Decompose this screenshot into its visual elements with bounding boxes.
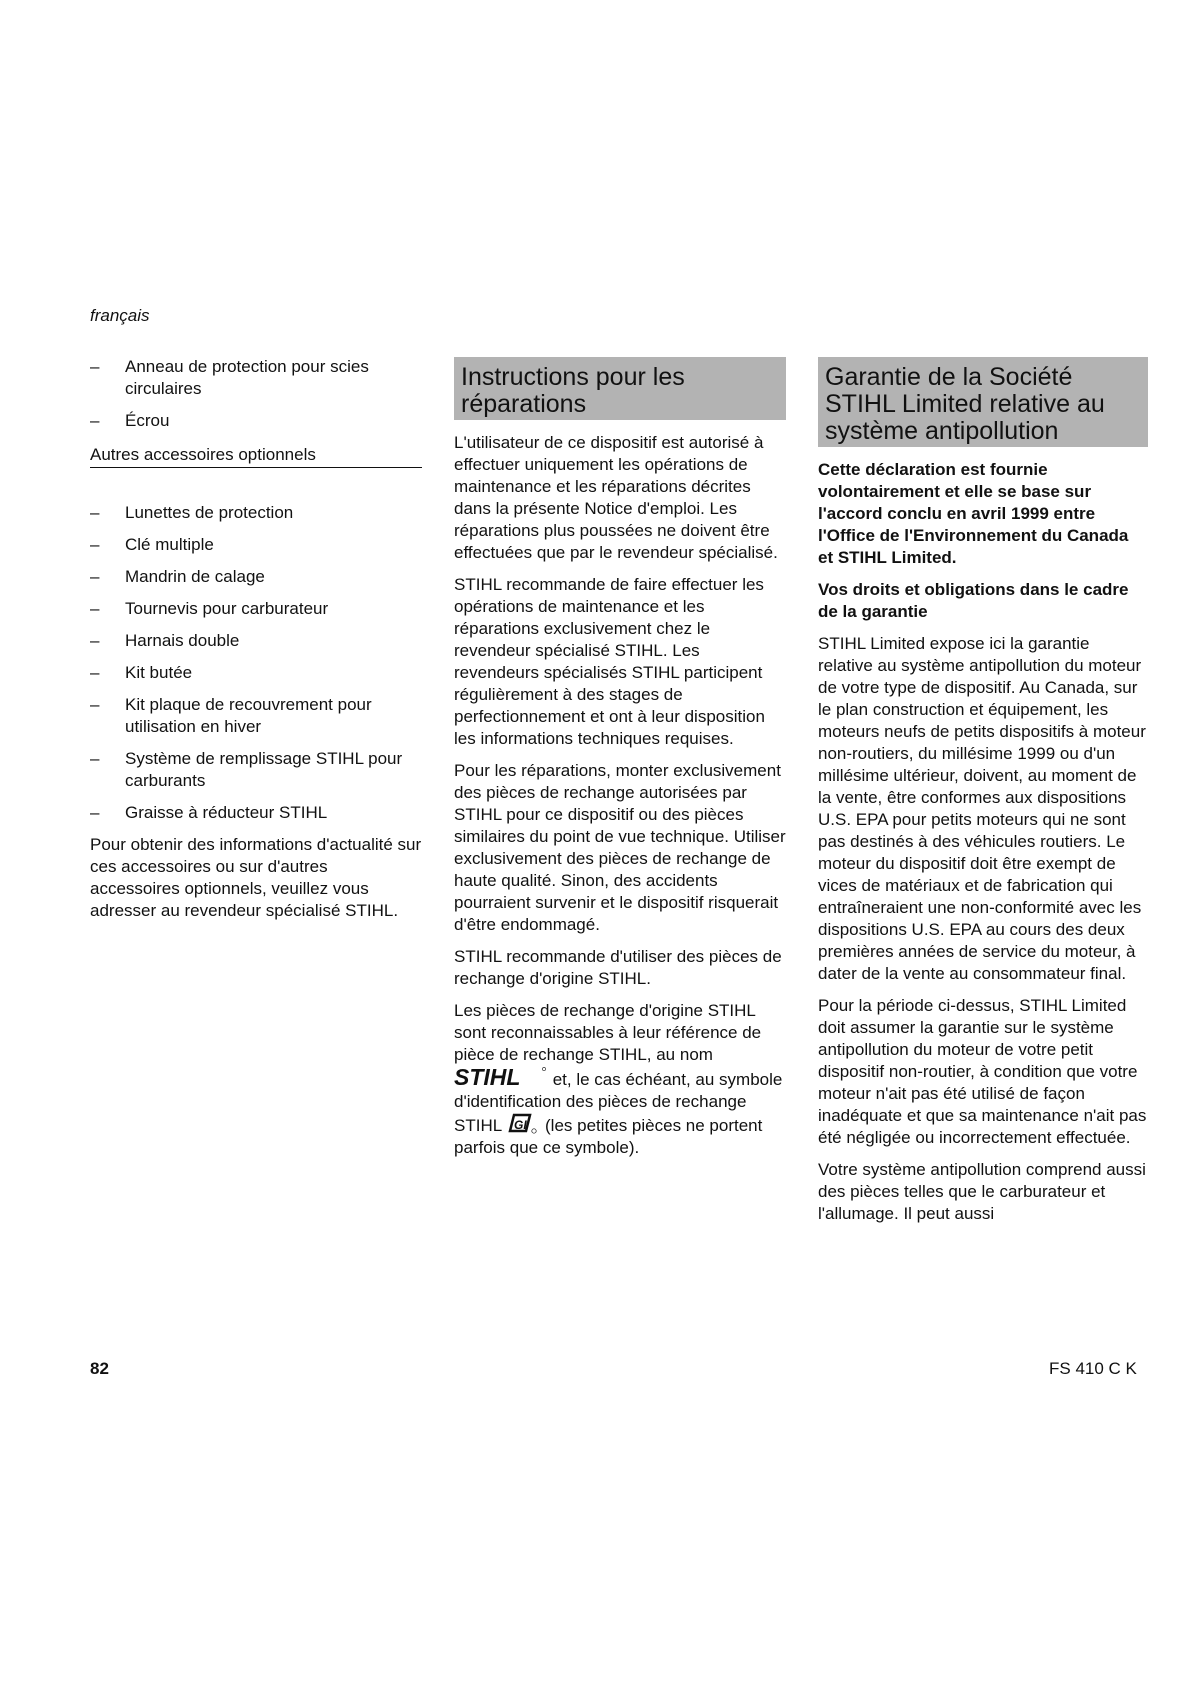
optional-accessory-list [90, 502, 422, 824]
list-item: – Lunettes de protection [90, 502, 422, 524]
list-item: – Anneau de protection pour scies circulaires [90, 356, 422, 400]
model-label: FS 410 C K [1049, 1359, 1137, 1378]
stihl-logo-icon [454, 1066, 546, 1088]
paragraph: L'utilisateur de ce dispositif est autorisé à effectuer uniquement les opérations de maintenance et les réparations décrites dans la présente Notice d'emploi. Les réparations plus poussées ne doivent être effectuées que par le revendeur spécialisé. [454, 433, 778, 562]
gi-symbol-icon [508, 1113, 538, 1135]
paragraph: STIHL recommande d'utiliser des pièces de rechange d'origine STIHL. [454, 947, 782, 988]
paragraph: Pour la période ci-dessus, STIHL Limited doit assumer la garantie sur le système antipollution du moteur de votre petit dispositif non-routier, à condition que votre moteur n'ait pas été utilisé de façon inadéquate et que sa maintenance n'ait pas été négligée ou incorrectement effectuée. [818, 996, 1147, 1147]
column-repair-instructions [454, 357, 786, 1169]
list-item: – Clé multiple [90, 534, 422, 556]
text-run: (les petites pièces ne portent parfois que ce symbole). [454, 1116, 763, 1157]
warranty-title: Garantie de la Société STIHL Limited relative au système antipollution [818, 357, 1148, 447]
paragraph: Votre système antipollution comprend aussi des pièces telles que le carburateur et l'allumage. Il peut aussi [818, 1160, 1146, 1223]
page-number: 82 [90, 1359, 109, 1378]
svg-text:GI: GI [514, 1118, 527, 1132]
rights-obligations-heading: Vos droits et obligations dans le cadre de la garantie [818, 580, 1129, 621]
list-item: – Mandrin de calage [90, 566, 422, 588]
warranty-intro: Cette déclaration est fournie volontairement et elle se base sur l'accord conclu en avril 1999 entre l'Office de l'Environnement du Canada et STIHL Limited. [818, 460, 1129, 567]
optional-accessories-heading: Autres accessoires optionnels [90, 444, 422, 468]
paragraph: STIHL Limited expose ici la garantie relative au système antipollution du moteur de votre type de dispositif. Au Canada, sur le plan construction et équipement, les moteurs neufs de petits dispositifs à moteur non-routiers, du millésime 1999 ou d'un millésime ultérieur, doivent, au moment de la vente, être conformes aux dispositions U.S. EPA pour petits moteurs qui ne sont pas destinés à des véhicules routiers. Le moteur du dispositif doit être exempt de vices de matériaux et de fabrication qui entraîneraient une non-conformité avec les dispositions U.S. EPA au cours des deux premières années de service du moteur, à dater de la vente au consommateur final. [818, 634, 1146, 983]
paragraph: STIHL recommande de faire effectuer les opérations de maintenance et les réparations exclusivement chez le revendeur spécialisé STIHL. Les revendeurs spécialisés STIHL participent régulièrement à des stages de perfectionnement et ont à leur disposition les informations techniques requises. [454, 575, 765, 748]
list-item: – Écrou [90, 410, 422, 432]
text-run: Les pièces de rechange d'origine STIHL sont reconnaissables à leur référence de pièce de rechange STIHL, au nom [454, 1001, 762, 1064]
repair-instructions-title: Instructions pour les réparations [454, 357, 786, 420]
page-language-label: français [90, 306, 150, 325]
list-item: – Graisse à réducteur STIHL [90, 802, 422, 824]
list-item: – Kit plaque de recouvrement pour utilisation en hiver [90, 694, 422, 738]
accessories-info-paragraph: Pour obtenir des informations d'actualité sur ces accessoires ou sur d'autres accessoires optionnels, veuillez vous adresser au revendeur spécialisé STIHL. [90, 835, 422, 920]
column-accessories [90, 356, 422, 932]
spare-parts-paragraph [454, 1000, 786, 1159]
list-item: – Tournevis pour carburateur [90, 598, 422, 620]
text-run: et, le cas échéant, au symbole d'identification des pièces de rechange STIHL [454, 1070, 783, 1135]
column-emission-warranty [818, 357, 1148, 1235]
paragraph: Pour les réparations, monter exclusivement des pièces de rechange autorisées par STIHL pour ce dispositif ou des pièces similaires du point de vue technique. Utiliser exclusivement des pièces de rechange de haute qualité. Sinon, des accidents pourraient survenir et le dispositif risquerait d'être endommagé. [454, 761, 786, 934]
list-item: – Système de remplissage STIHL pour carburants [90, 748, 422, 792]
list-item: – Harnais double [90, 630, 422, 652]
svg-text:STIHL: STIHL [454, 1066, 521, 1088]
accessory-list [90, 356, 422, 432]
list-item: – Kit butée [90, 662, 422, 684]
